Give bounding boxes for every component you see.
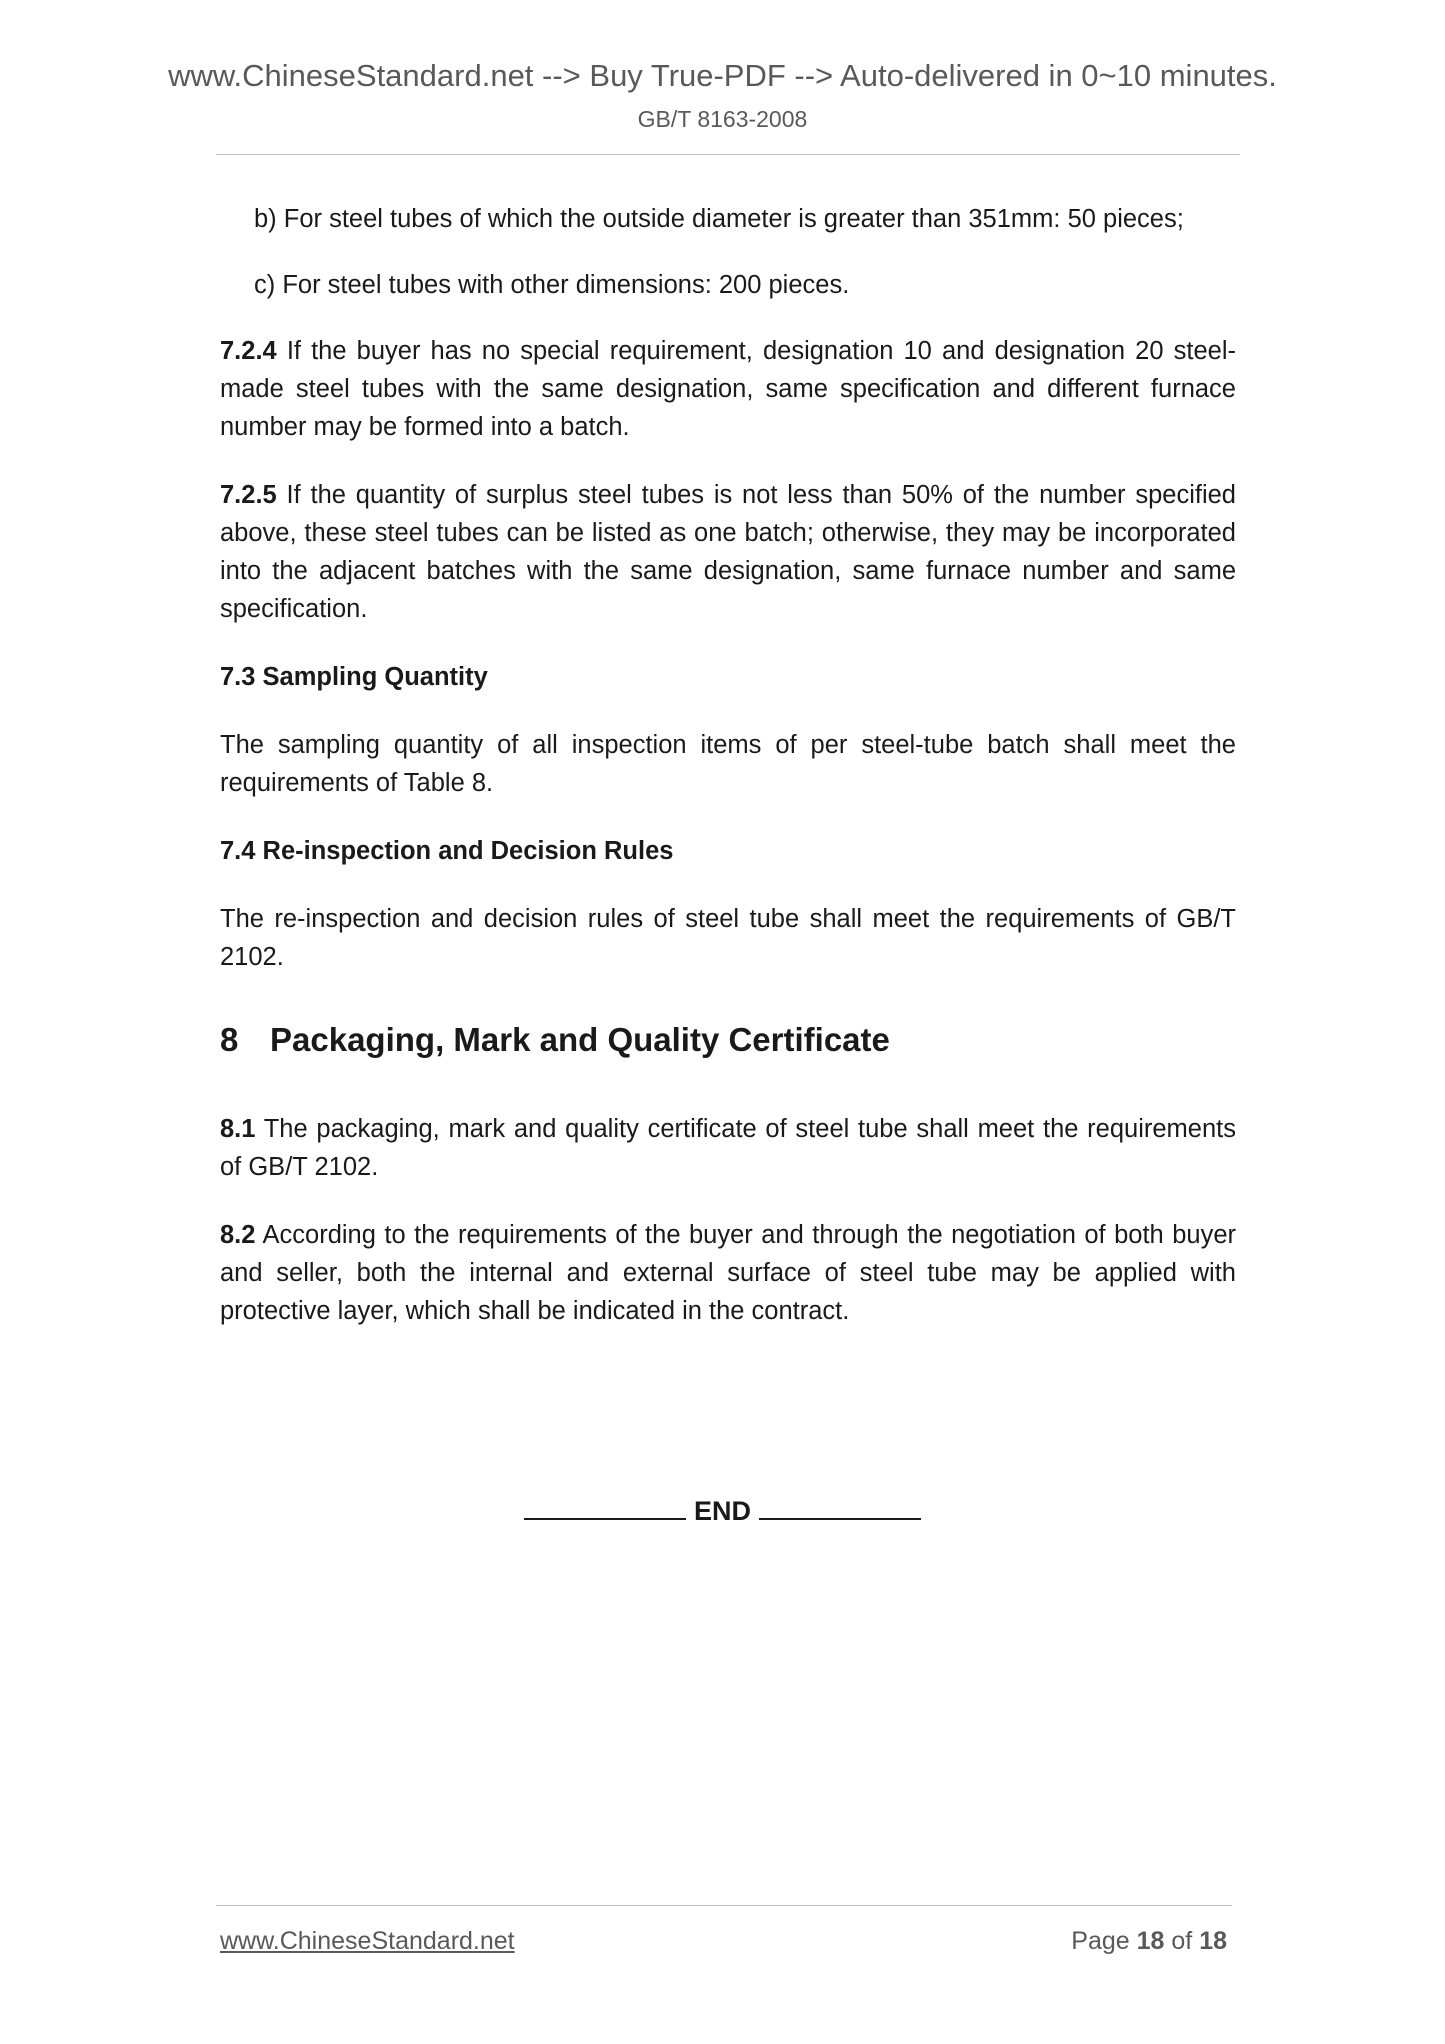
heading-7-3: 7.3 Sampling Quantity xyxy=(220,663,488,691)
clause-number: 7.2.5 xyxy=(220,481,277,509)
clause-7-2-4 xyxy=(220,332,1236,446)
clause-number: 8.1 xyxy=(220,1115,256,1143)
page-total: 18 xyxy=(1199,1927,1227,1955)
header-promo: www.ChineseStandard.net --> Buy True-PDF --> Auto-delivered in 0~10 minutes. xyxy=(168,58,1277,93)
clause-text: The packaging, mark and quality certificate of steel tube shall meet the requirements of GB/T 2102. xyxy=(220,1115,1236,1181)
clause-text: If the buyer has no special requirement, designation 10 and designation 20 steel-made steel tubes with the same designation, same specification and different furnace number may be formed into a batch. xyxy=(220,337,1236,441)
section-8-heading xyxy=(220,1020,1236,1060)
end-marker xyxy=(0,1496,1445,1527)
clause-number: 8.2 xyxy=(220,1221,256,1249)
heading-7-4: 7.4 Re-inspection and Decision Rules xyxy=(220,837,674,865)
section-number: 8 xyxy=(220,1021,239,1058)
paragraph-7-4: The re-inspection and decision rules of steel tube shall meet the requirements of GB/T 2102. xyxy=(220,905,1236,971)
page-word: Page xyxy=(1071,1927,1130,1955)
end-label: END xyxy=(693,1496,751,1526)
list-item-c: c) For steel tubes with other dimensions: 200 pieces. xyxy=(254,271,850,299)
header-divider xyxy=(216,154,1240,155)
clause-text: If the quantity of surplus steel tubes is not less than 50% of the number specified above, these steel tubes can be listed as one batch; otherwise, they may be incorporated into the adjacent batches with the same designation, same furnace number and same specification. xyxy=(220,481,1236,623)
page-indicator xyxy=(1071,1927,1227,1956)
clause-number: 7.2.4 xyxy=(220,337,277,365)
document-body xyxy=(220,200,1236,1360)
page-current: 18 xyxy=(1136,1927,1165,1955)
page-of: of xyxy=(1171,1927,1193,1955)
end-rule-right xyxy=(759,1512,921,1520)
footer-site-link[interactable]: www.ChineseStandard.net xyxy=(220,1927,515,1955)
end-rule-left xyxy=(524,1512,686,1520)
clause-8-2 xyxy=(220,1216,1236,1330)
footer-divider xyxy=(216,1905,1232,1906)
paragraph-7-3: The sampling quantity of all inspection items of per steel-tube batch shall meet the requirements of Table 8. xyxy=(220,731,1236,797)
section-title: Packaging, Mark and Quality Certificate xyxy=(270,1021,890,1058)
list-item-b: b) For steel tubes of which the outside diameter is greater than 351mm: 50 pieces; xyxy=(254,205,1184,233)
standard-number: GB/T 8163-2008 xyxy=(637,106,808,132)
clause-text: According to the requirements of the buyer and through the negotiation of both buyer and seller, both the internal and external surface of steel tube may be applied with protective layer, which shall be indicated in the contract. xyxy=(220,1221,1236,1325)
clause-8-1 xyxy=(220,1110,1236,1186)
clause-7-2-5 xyxy=(220,476,1236,628)
